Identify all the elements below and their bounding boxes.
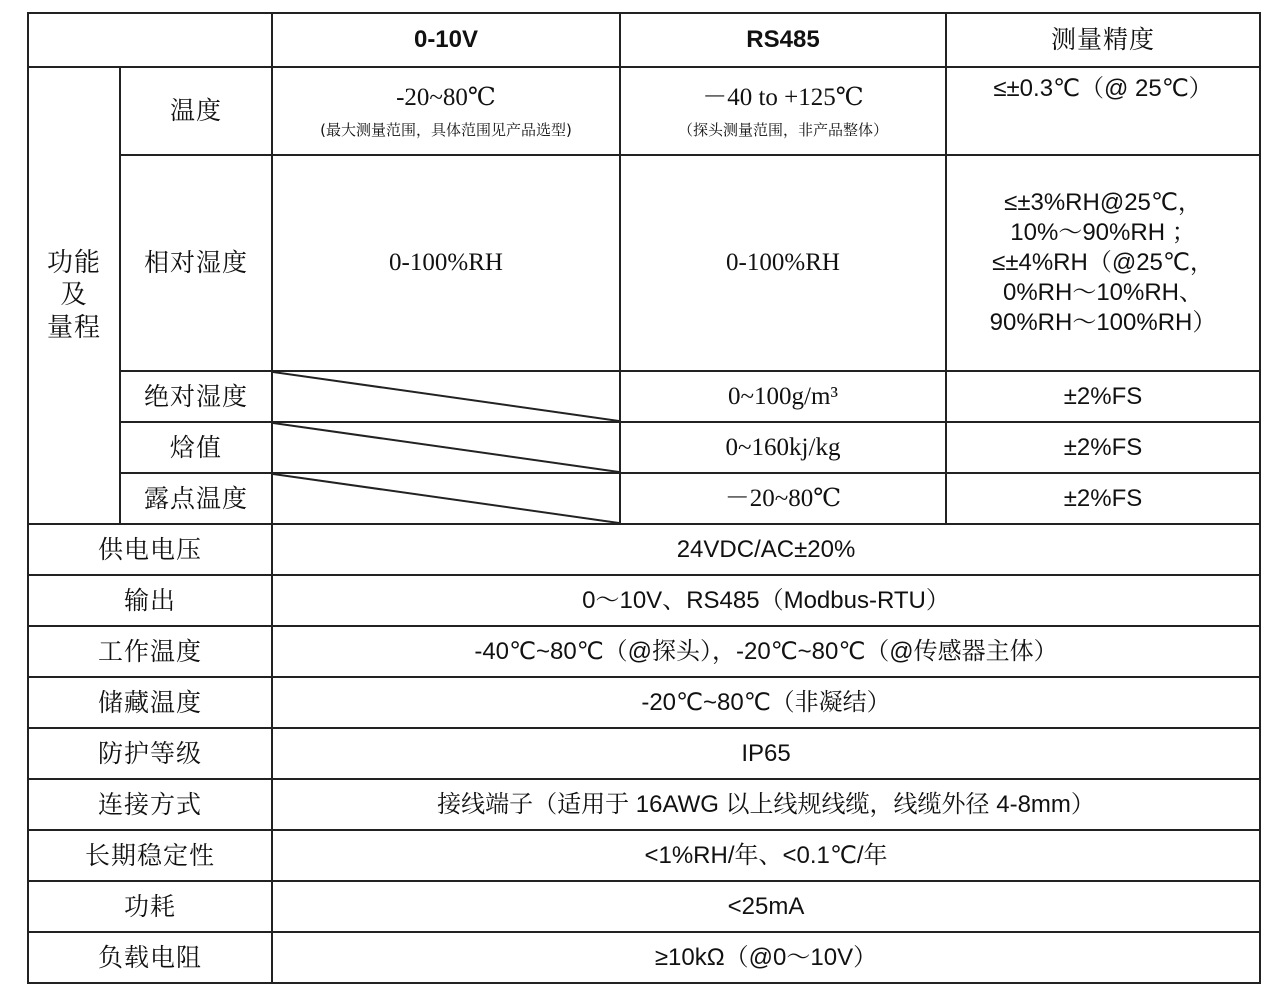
- header-rs485: RS485: [620, 13, 946, 67]
- temp-010v-note: (最大测量范围，具体范围见产品选型): [320, 121, 572, 140]
- row-dew-point: [28, 473, 1260, 524]
- row-spec: [28, 626, 1260, 677]
- spec-value: <1%RH/年、<0.1℃/年: [272, 830, 1260, 881]
- row-spec: [28, 728, 1260, 779]
- spec-label: 长期稳定性: [28, 830, 272, 881]
- abs-humidity-accuracy: ±2%FS: [946, 371, 1260, 422]
- header-corner-cell: [28, 13, 272, 67]
- humidity-accuracy: [946, 155, 1260, 371]
- row-spec: [28, 677, 1260, 728]
- spec-label: 功耗: [28, 881, 272, 932]
- row-abs-humidity: [28, 371, 1260, 422]
- diagonal-slash-icon: [273, 474, 619, 523]
- spec-label: 储藏温度: [28, 677, 272, 728]
- row-spec: [28, 881, 1260, 932]
- spec-value: -40℃~80℃（@探头），-20℃~80℃（@传感器主体）: [272, 626, 1260, 677]
- enthalpy-rs485-range: 0~160kj/kg: [620, 422, 946, 473]
- humidity-accuracy-line: 0%RH～10%RH、: [1002, 279, 1204, 306]
- temp-rs485-note: （探头测量范围，非产品整体）: [677, 121, 888, 140]
- label-humidity: 相对湿度: [120, 155, 272, 371]
- row-spec: [28, 932, 1260, 983]
- dew-point-rs485-range: －20~80℃: [620, 473, 946, 524]
- humidity-010v-range: 0-100%RH: [272, 155, 620, 371]
- spec-value: <25mA: [272, 881, 1260, 932]
- spec-value: 接线端子（适用于 16AWG 以上线规线缆，线缆外径 4-8mm）: [272, 779, 1260, 830]
- row-humidity: [28, 155, 1260, 371]
- humidity-accuracy-line: 10%～90%RH ；: [1010, 219, 1196, 246]
- header-row: [28, 13, 1260, 67]
- header-010v: 0-10V: [272, 13, 620, 67]
- temp-010v-range: -20~80℃: [396, 84, 496, 111]
- row-spec: [28, 779, 1260, 830]
- humidity-accuracy-line: ≤±4%RH（@25℃，: [992, 249, 1214, 276]
- diagonal-slash-icon: [273, 372, 619, 421]
- row-temperature: [28, 67, 1260, 155]
- label-temperature: 温度: [120, 67, 272, 155]
- spec-label: 连接方式: [28, 779, 272, 830]
- row-enthalpy: [28, 422, 1260, 473]
- header-accuracy: 测量精度: [946, 13, 1260, 67]
- temp-accuracy: ≤±0.3℃（@ 25℃）: [946, 67, 1260, 155]
- humidity-accuracy-line: ≤±3%RH@25℃，: [1004, 189, 1202, 216]
- spec-label: 防护等级: [28, 728, 272, 779]
- spec-label: 供电电压: [28, 524, 272, 575]
- row-spec: [28, 830, 1260, 881]
- label-abs-humidity: 绝对湿度: [120, 371, 272, 422]
- cell-temp-010v: [272, 67, 620, 155]
- enthalpy-accuracy: ±2%FS: [946, 422, 1260, 473]
- label-dew-point: 露点温度: [120, 473, 272, 524]
- spec-value: IP65: [272, 728, 1260, 779]
- dew-point-accuracy: ±2%FS: [946, 473, 1260, 524]
- cell-temp-rs485: [620, 67, 946, 155]
- spec-label: 工作温度: [28, 626, 272, 677]
- spec-label: 输出: [28, 575, 272, 626]
- abs-humidity-010v-na: [272, 371, 620, 422]
- abs-humidity-rs485-range: 0~100g/m³: [620, 371, 946, 422]
- spec-value: ≥10kΩ（@0～10V）: [272, 932, 1260, 983]
- spec-value: 24VDC/AC±20%: [272, 524, 1260, 575]
- temp-rs485-range: －40 to +125℃: [702, 84, 864, 111]
- dew-point-010v-na: [272, 473, 620, 524]
- humidity-accuracy-line: 90%RH～100%RH）: [989, 309, 1217, 336]
- spec-value: 0～10V、RS485（Modbus-RTU）: [272, 575, 1260, 626]
- label-enthalpy: 焓值: [120, 422, 272, 473]
- spec-label: 负载电阻: [28, 932, 272, 983]
- spec-value: -20℃~80℃（非凝结）: [272, 677, 1260, 728]
- diagonal-slash-icon: [273, 423, 619, 472]
- row-spec: [28, 524, 1260, 575]
- enthalpy-010v-na: [272, 422, 620, 473]
- group-function-range: 功能 及 量程: [28, 67, 120, 524]
- row-spec: [28, 575, 1260, 626]
- spec-table: [27, 12, 1261, 984]
- humidity-rs485-range: 0-100%RH: [620, 155, 946, 371]
